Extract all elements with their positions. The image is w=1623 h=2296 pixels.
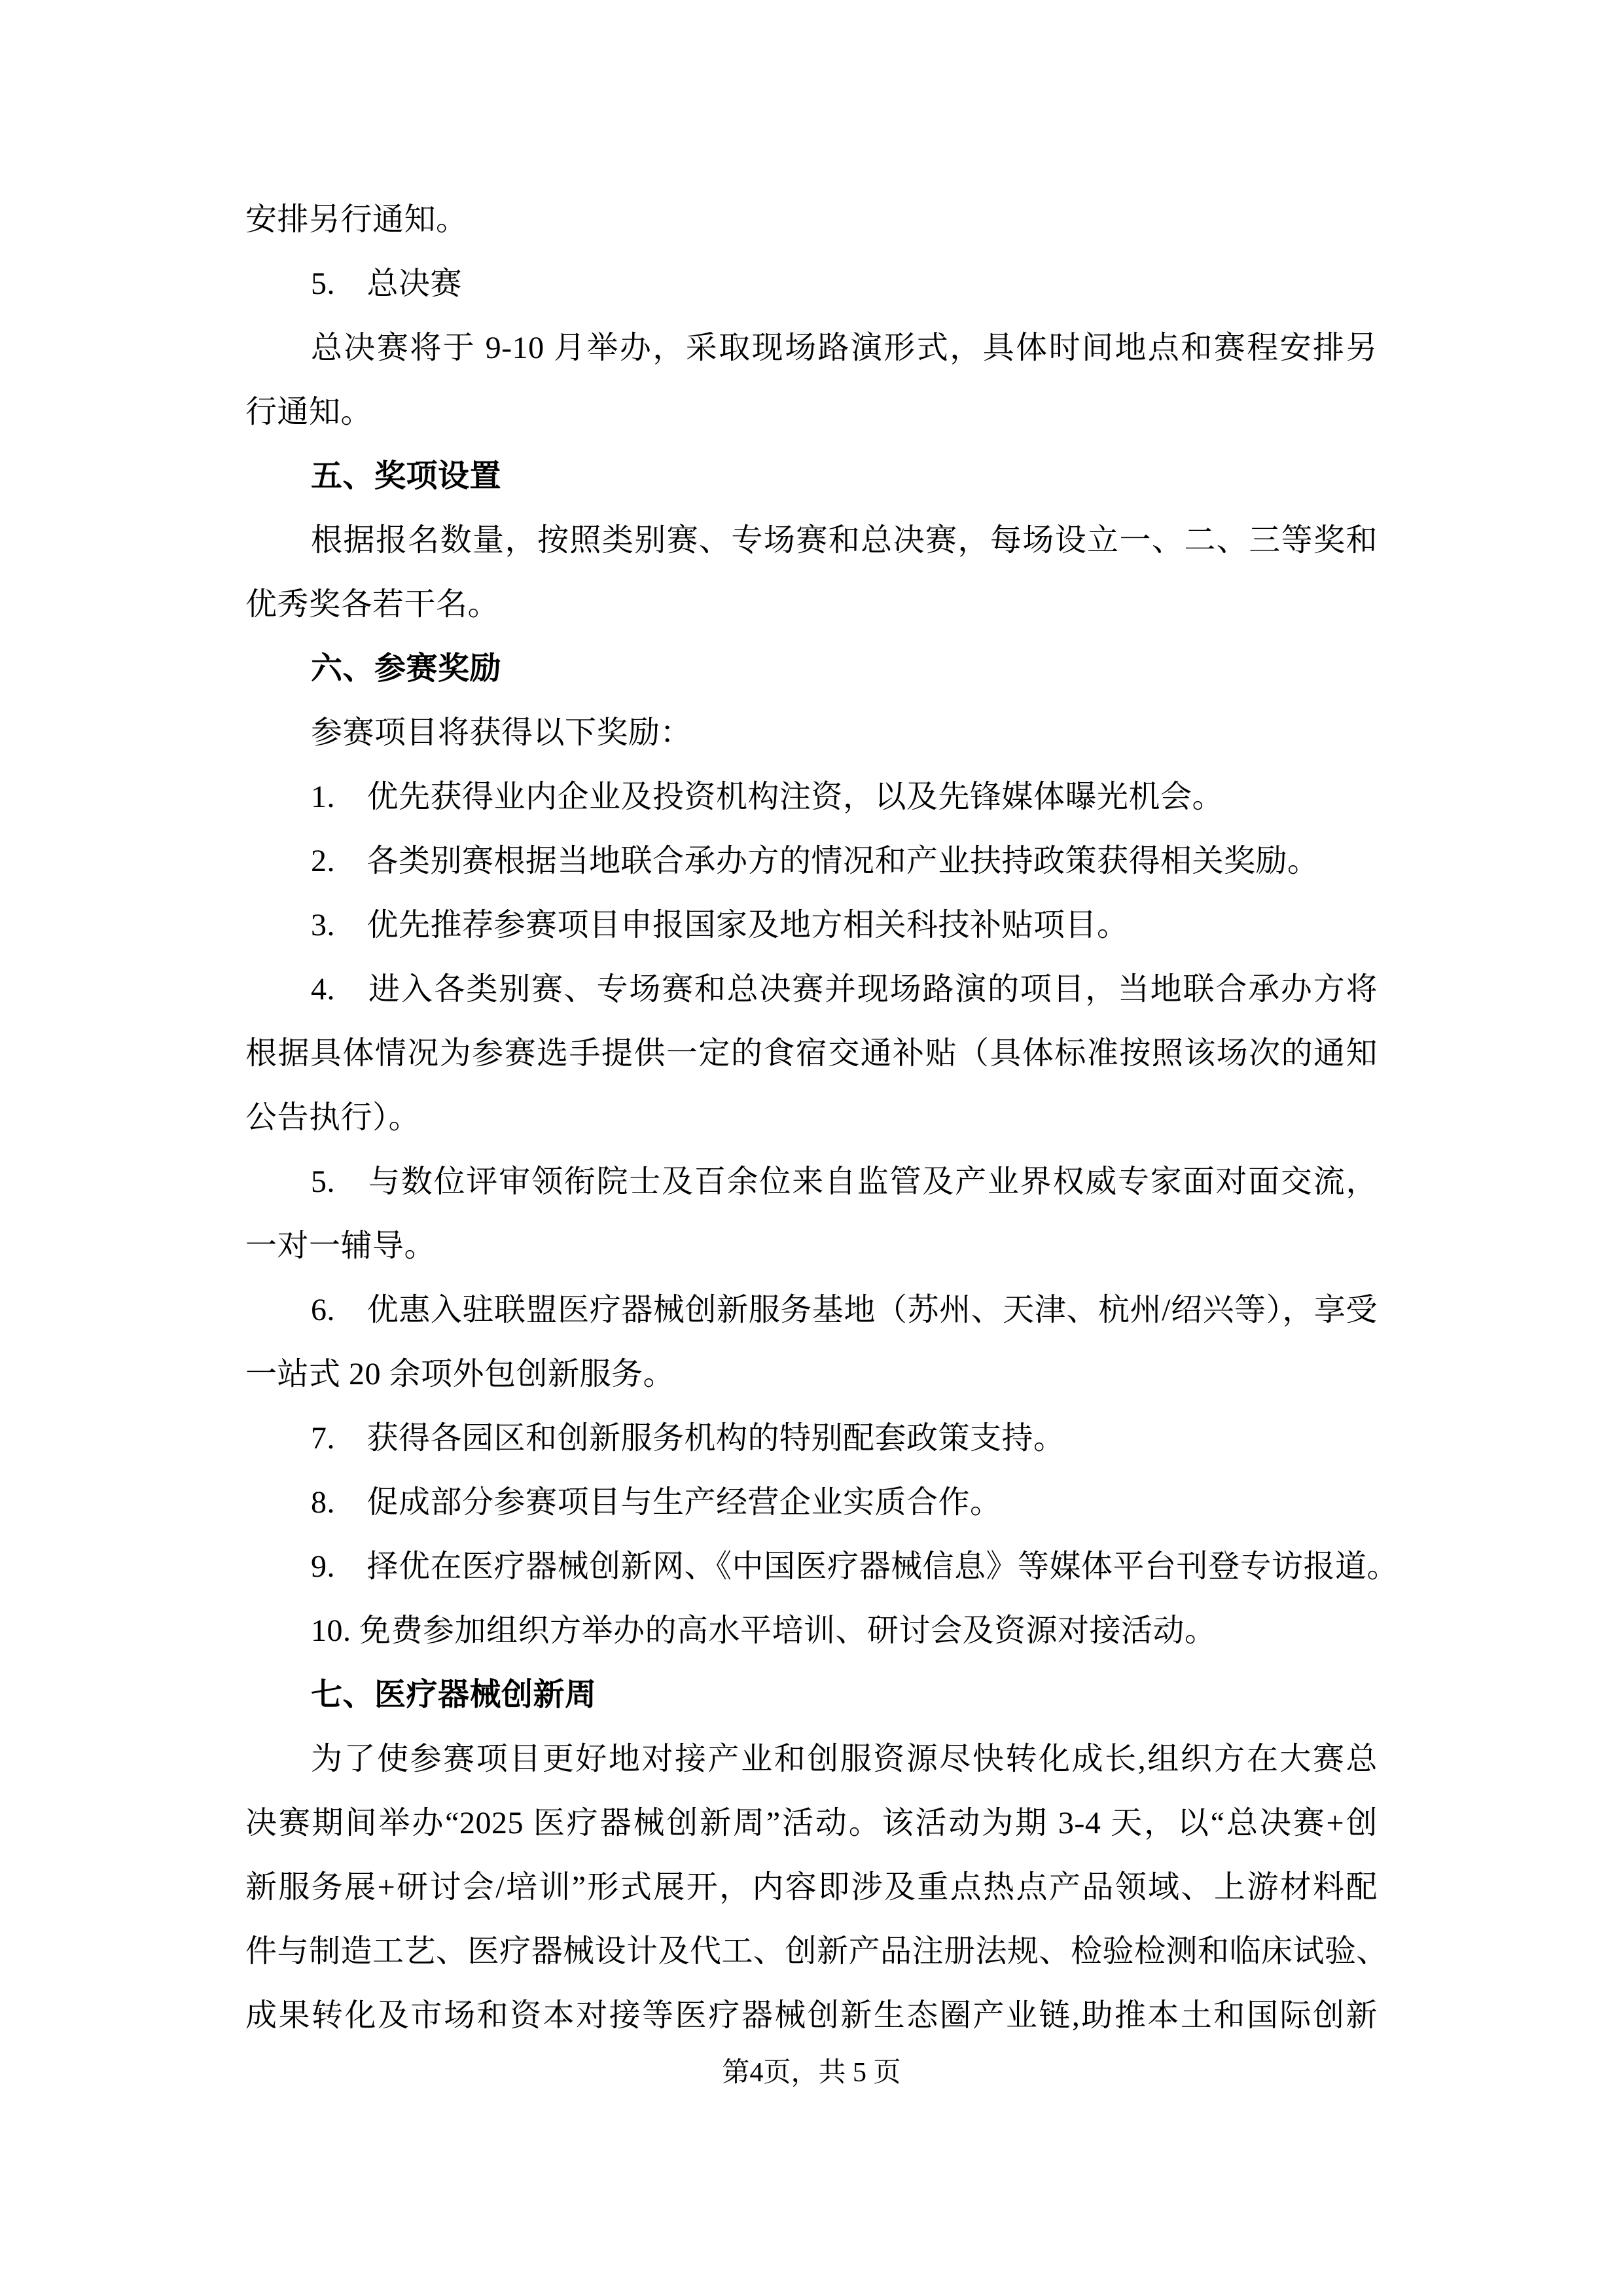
list-item-2: 2. 各类别赛根据当地联合承办方的情况和产业扶持政策获得相关奖励。 xyxy=(311,844,1319,878)
list-item-9: 9. 择优在医疗器械创新网、《中国医疗器械信息》等媒体平台刊登专访报道。 xyxy=(311,1549,1399,1584)
paragraph-line: 参赛项目将获得以下奖励： xyxy=(311,715,692,750)
body-line: 行通知。 xyxy=(245,395,373,429)
list-item-8: 8. 促成部分参赛项目与生产经营企业实质合作。 xyxy=(311,1485,1002,1520)
paragraph-line: 为了使参赛项目更好地对接产业和创服资源尽快转化成长,组织方在大赛总 xyxy=(311,1742,1378,1776)
list-item-4: 4. 进入各类别赛、专场赛和总决赛并现场路演的项目，当地联合承办方将 xyxy=(311,972,1378,1007)
page-number-footer: 第4页，共 5 页 xyxy=(722,2058,901,2088)
list-item-10: 10. 免费参加组织方举办的高水平培训、研讨会及资源对接活动。 xyxy=(311,1613,1217,1648)
body-line: 安排另行通知。 xyxy=(245,202,468,237)
list-item-7: 7. 获得各园区和创新服务机构的特别配套政策支持。 xyxy=(311,1421,1065,1456)
list-item-6: 6. 优惠入驻联盟医疗器械创新服务基地（苏州、天津、杭州/绍兴等），享受 xyxy=(311,1293,1378,1327)
body-line: 成果转化及市场和资本对接等医疗器械创新生态圈产业链,助推本土和国际创新 xyxy=(245,1998,1378,2033)
list-item-1: 1. 优先获得业内企业及投资机构注资，以及先锋媒体曝光机会。 xyxy=(311,780,1224,814)
body-line: 优秀奖各若干名。 xyxy=(245,587,500,622)
list-item-3: 3. 优先推荐参赛项目申报国家及地方相关科技补贴项目。 xyxy=(311,908,1129,942)
body-line: 一站式 20 余项外包创新服务。 xyxy=(245,1357,675,1391)
body-line: 新服务展+研讨会/培训”形式展开，内容即涉及重点热点产品领域、上游材料配 xyxy=(245,1870,1378,1905)
body-line: 一对一辅导。 xyxy=(245,1229,437,1263)
heading-section-6: 六、参赛奖励 xyxy=(311,651,502,686)
document-body xyxy=(245,188,1399,2048)
list-item-5: 5. 与数位评审领衔院士及百余位来自监管及产业界权威专家面对面交流， xyxy=(311,1164,1378,1199)
body-line: 公告执行）。 xyxy=(245,1100,421,1135)
heading-section-5: 五、奖项设置 xyxy=(311,459,502,493)
list-item-5-finals: 5. 总决赛 xyxy=(311,266,463,301)
paragraph-line: 根据报名数量，按照类别赛、专场赛和总决赛，每场设立一、二、三等奖和 xyxy=(311,523,1378,558)
body-line: 决赛期间举办“2025 医疗器械创新周”活动。该活动为期 3-4 天，以“总决赛+创 xyxy=(245,1806,1378,1840)
heading-section-7: 七、医疗器械创新周 xyxy=(311,1677,597,1712)
body-line: 件与制造工艺、医疗器械设计及代工、创新产品注册法规、检验检测和临床试验、 xyxy=(245,1934,1389,1969)
body-line: 根据具体情况为参赛选手提供一定的食宿交通补贴（具体标准按照该场次的通知 xyxy=(245,1036,1378,1071)
paragraph-line: 总决赛将于 9-10 月举办，采取现场路演形式，具体时间地点和赛程安排另 xyxy=(311,331,1378,365)
